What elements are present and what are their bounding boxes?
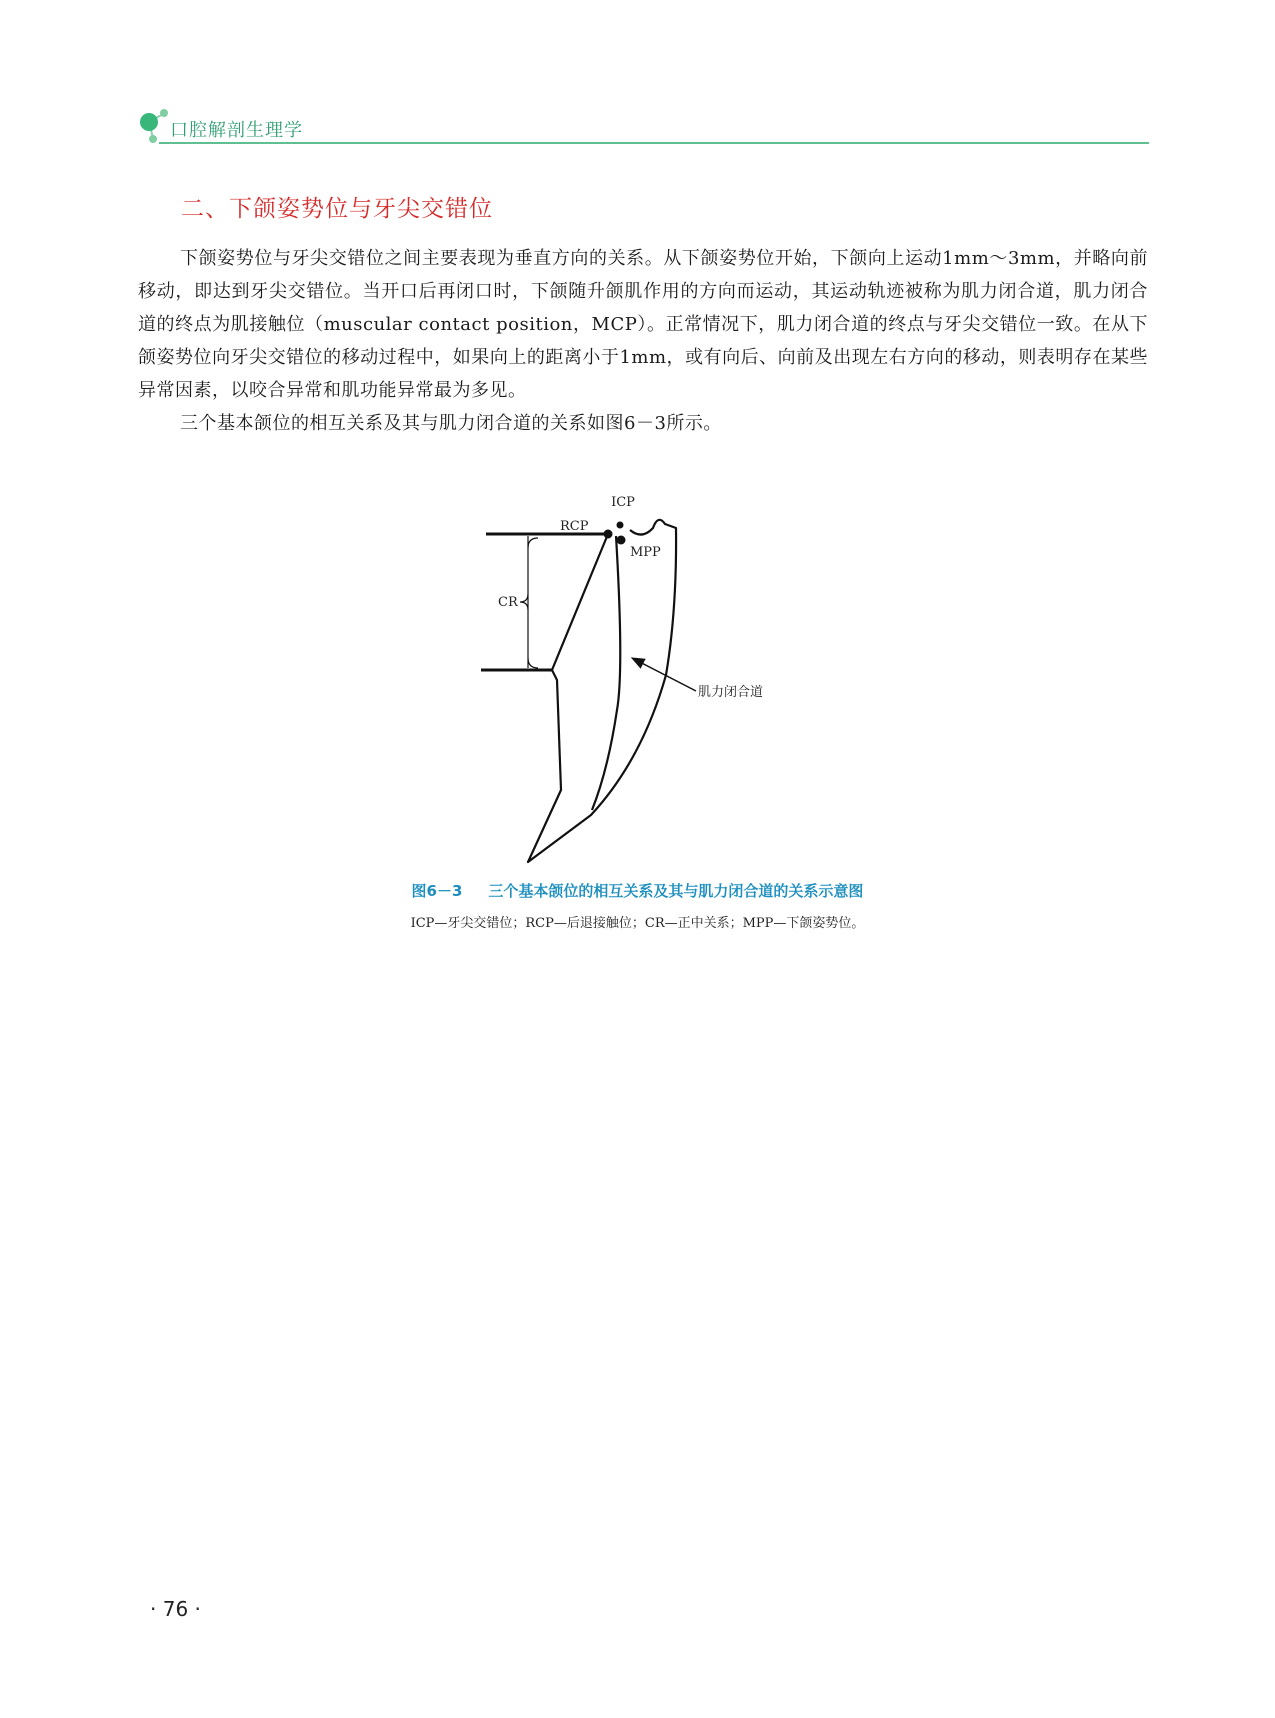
running-header xyxy=(137,108,1147,148)
mpp-point xyxy=(617,536,626,545)
outer-envelope-outline xyxy=(528,520,676,862)
mpp-label: MPP xyxy=(630,545,661,560)
cr-label: CR xyxy=(498,595,518,610)
paragraph-1: 下颌姿势位与牙尖交错位之间主要表现为垂直方向的关系。从下颌姿势位开始，下颌向上运动1mm～3mm，并略向前移动，即达到牙尖交错位。当开口后再闭口时，下颌随升颌肌作用的方向而运动，其运动轨迹被称为肌力闭合道，肌力闭合道的终点为肌接触位（muscular contact position，MCP）。正常情况下，肌力闭合道的终点与牙尖交错位一致。在从下颌姿势位向牙尖交错位的移动过程中，如果向上的距离小于1mm，或有向后、向前及出现左右方向的移动，则表明存在某些异常因素，以咬合异常和肌功能异常最为多见。 xyxy=(138,248,1148,401)
body-text xyxy=(138,242,1148,440)
rcp-label: RCP xyxy=(560,519,589,534)
closure-path-arrow xyxy=(632,658,696,691)
icp-label: ICP xyxy=(611,495,635,510)
page-number: · 76 · xyxy=(150,1597,201,1621)
icp-point xyxy=(617,522,624,529)
figure-caption xyxy=(0,880,1275,901)
section-heading: 二、下颌姿势位与牙尖交错位 xyxy=(181,196,493,222)
muscular-closure-path-line xyxy=(592,536,620,810)
figure-number: 图6－3 xyxy=(411,882,463,900)
paragraph-2: 三个基本颌位的相互关系及其与肌力闭合道的关系如图6－3所示。 xyxy=(180,413,722,434)
figure-legend-note: ICP—牙尖交错位；RCP—后退接触位；CR—正中关系；MPP—下颌姿势位。 xyxy=(410,916,865,931)
figure-6-3-diagram xyxy=(470,490,770,870)
rcp-point xyxy=(604,530,613,539)
header-rule xyxy=(159,142,1149,144)
figure-title: 三个基本颌位的相互关系及其与肌力闭合道的关系示意图 xyxy=(488,882,864,900)
book-title: 口腔解剖生理学 xyxy=(170,120,303,141)
cr-bracket xyxy=(520,538,538,668)
jaw-position-diagram xyxy=(470,490,770,870)
closure-path-label: 肌力闭合道 xyxy=(698,685,764,700)
